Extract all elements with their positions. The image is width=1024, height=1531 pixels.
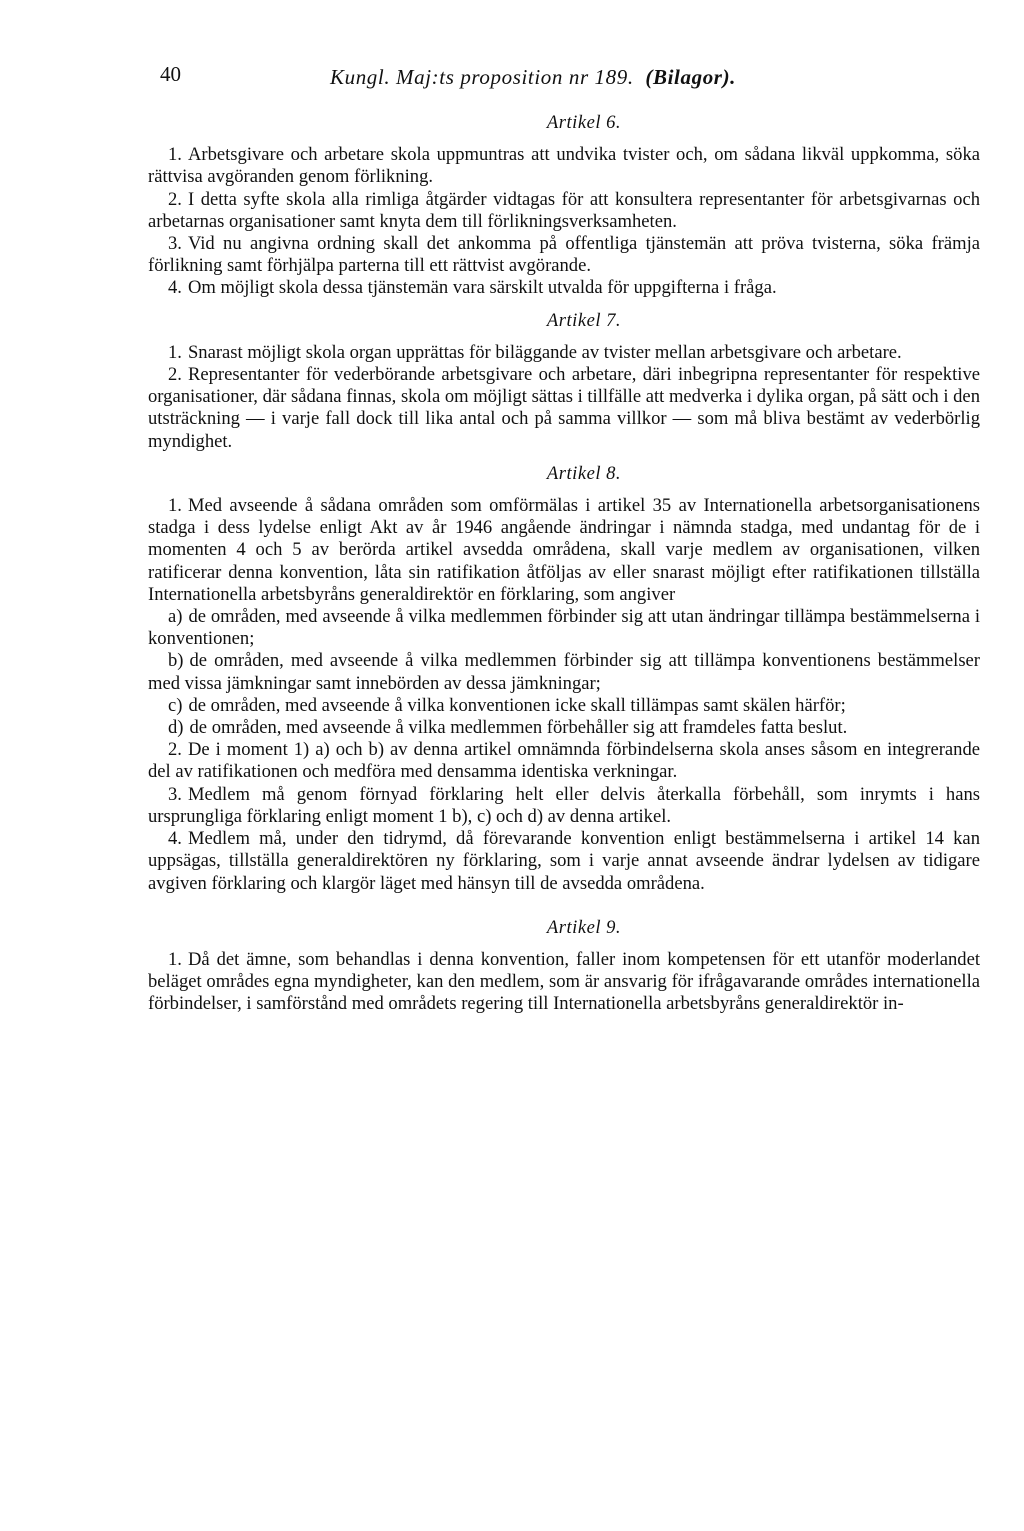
paragraph [148, 949, 980, 1016]
paragraph-text: I detta syfte skola alla rimliga åtgärder vidtagas för att konsultera representanter för arbetsgivarnas och arbetarnas organisationer samt knyta dem till förlikningsverksamheten. [148, 188, 980, 232]
article-8 [148, 463, 980, 895]
paragraph [148, 828, 980, 895]
list-item-text: de områden, med avseende å vilka medlemmen förbinder sig att utan ändringar tillämpa bestämmelserna i konventionen; [148, 606, 980, 650]
paragraph-number: 4. [168, 277, 182, 299]
paragraph [148, 342, 980, 364]
paragraph [148, 233, 980, 277]
article-title: Artikel 6. [546, 112, 622, 133]
list-item-text: de områden, med avseende å vilka konventionen icke skall tillämpas samt skälen härför; [188, 694, 846, 716]
paragraph-text: Medlem må genom förnyad förklaring helt eller delvis återkalla förbehåll, som inrymts i hans ursprungliga förklaring enligt moment 1 b), c) och d) av denna artikel. [148, 783, 980, 827]
paragraph [148, 784, 980, 828]
paragraph-text: Om möjligt skola dessa tjänstemän vara särskilt utvalda för uppgifterna i fråga. [187, 277, 777, 299]
paragraph-number: 1. [168, 144, 182, 166]
paragraph [148, 189, 980, 233]
paragraph-number: 1. [168, 495, 182, 517]
running-title-tag: (Bilagor). [645, 65, 737, 89]
paragraph [148, 739, 980, 783]
list-item [148, 606, 980, 650]
article-title: Artikel 9. [546, 916, 622, 938]
running-title-main: Kungl. Maj:ts proposition nr 189. [330, 65, 634, 89]
paragraph [148, 495, 980, 606]
paragraph-text: Arbetsgivare och arbetare skola uppmuntras att undvika tvister och, om sådana likväl uppkomma, söka rättvisa avgöranden genom förlikning. [148, 144, 980, 188]
list-item [148, 695, 980, 717]
paragraph [148, 364, 980, 453]
paragraph-text: Vid nu angivna ordning skall det ankomma på offentliga tjänstemän att pröva tvisterna, söka främja förlikning samt förhjälpa parterna till ett rättvist avgörande. [148, 233, 980, 277]
list-item-text: de områden, med avseende å vilka medlemmen förbinder sig att tillämpa konventionens bestämmelser med vissa jämkningar samt innebörden av dessa jämkningar; [148, 650, 980, 694]
paragraph [148, 277, 980, 299]
paragraph-text: Då det ämne, som behandlas i denna konvention, faller inom kompetensen för ett utanför moderlandet beläget områdes egna myndigheter, kan den medlem, som är ansvarig för ifrågavarande områdes internationella förbindelser, i samförstånd med områdets regering till Internationella arbetsbyråns generaldirektör in- [148, 948, 980, 1015]
paragraph-number: 1. [168, 341, 182, 363]
paragraph-number: 2. [168, 188, 182, 210]
list-item-letter: c) [168, 694, 183, 716]
article-title: Artikel 8. [546, 462, 622, 484]
running-title [330, 65, 736, 90]
page-number: 40 [160, 62, 181, 86]
paragraph-number: 4. [168, 828, 182, 850]
article-6 [148, 112, 980, 300]
paragraph-number: 1. [168, 948, 182, 970]
paragraph-text: De i moment 1) a) och b) av denna artikel omnämnda förbindelserna skola anses såsom en integrerande del av ratifikationen och medföra med densamma identiska verkningar. [148, 739, 980, 783]
page-header [0, 62, 1024, 102]
list-item-letter: a) [168, 606, 183, 628]
paragraph-number: 3. [168, 233, 182, 255]
article-9 [148, 917, 980, 1016]
article-7 [148, 310, 980, 453]
list-item [148, 717, 980, 739]
paragraph-text: Snarast möjligt skola organ upprättas för biläggande av tvister mellan arbetsgivare och arbetare. [187, 341, 902, 363]
paragraph-number: 2. [168, 364, 182, 386]
list-item-text: de områden, med avseende å vilka medlemmen förbehåller sig att framdeles fatta beslut. [189, 717, 848, 739]
list-item [148, 650, 980, 694]
document-body [148, 112, 980, 1026]
paragraph-text: Medlem må, under den tidrymd, då förevarande konvention enligt bestämmelserna i artikel 14 kan uppsägas, tillställa generaldirektören ny förklaring, som i varje annat avseende ändrar lydelsen av tidigare avgiven förklaring och klargör läget med hänsyn till de avsedda områdena. [148, 828, 980, 894]
list-item-letter: b) [168, 650, 184, 672]
list-item-letter: d) [168, 717, 184, 739]
article-title: Artikel 7. [546, 309, 622, 331]
paragraph-number: 2. [168, 739, 182, 761]
paragraph-text: Med avseende å sådana områden som omförmälas i artikel 35 av Internationella arbetsorganisationens stadga i dess lydelse enligt Akt av år 1946 angående ändringar i nämnda stadga, med undantag för de i momenten 4 och 5 av berörda artikel avsedda områdena, skall varje medlem av organisationen, vilken ratificerar denna konvention, låta sin ratifikation åtföljas av eller snarast möjligt efter ratifikationen tillställa Internationella arbetsbyråns generaldirektör en förklaring, som angiver [148, 495, 980, 605]
paragraph [148, 144, 980, 188]
paragraph-text: Representanter för vederbörande arbetsgivare och arbetare, däri inbegripna representanter för respektive organisationer, där sådana finnas, skola om möjligt sättas i tillfälle att medverka i dylika organ, på sätt och i den utsträckning — i varje fall dock till lika antal och på samma villkor — som må bliva bestämt av vederbörlig myndighet. [148, 364, 980, 452]
paragraph-number: 3. [168, 783, 182, 805]
